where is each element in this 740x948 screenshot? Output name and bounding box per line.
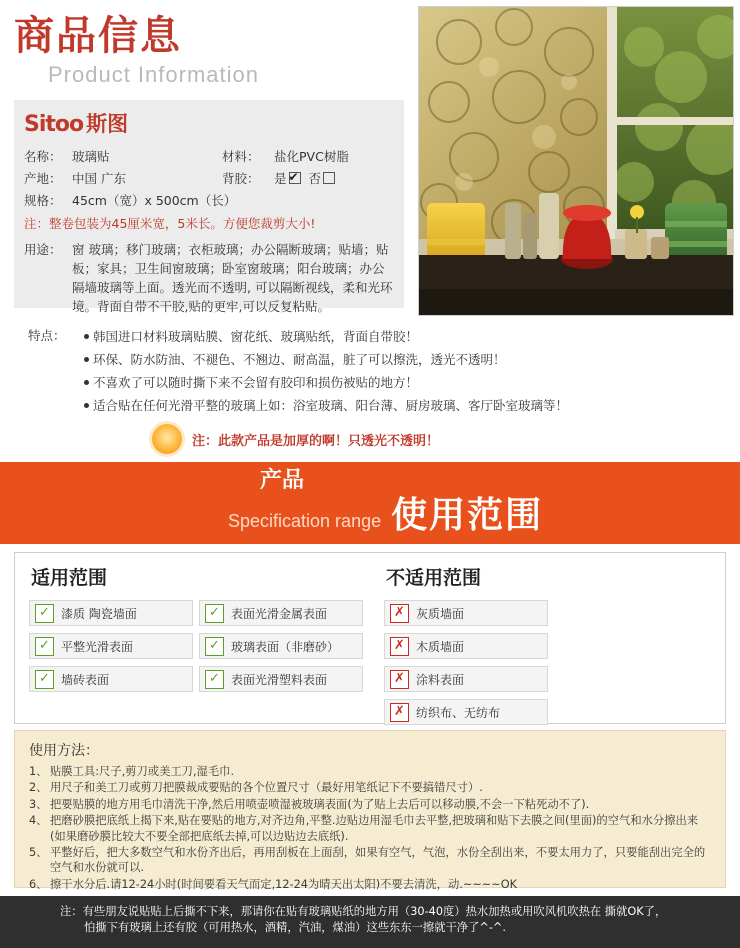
usage-method-item bbox=[29, 797, 711, 812]
spec-row-size bbox=[24, 190, 394, 212]
check-icon: ✓ bbox=[205, 604, 224, 623]
spec-value-size: 45cm（宽）x 500cm（长） bbox=[72, 193, 237, 208]
cross-icon: ✗ bbox=[390, 604, 409, 623]
bottom-note-line2: 怕撕下有玻璃上还有胶（可用热水，酒精，汽油，煤油）这些东东一擦就干净了^-^. bbox=[84, 921, 506, 934]
suitable-chip-label: 玻璃表面（非磨砂） bbox=[231, 639, 340, 654]
spec-label-size: 规格： bbox=[24, 193, 62, 208]
usage-method-number: 2、 bbox=[29, 781, 48, 795]
cross-icon: ✗ bbox=[390, 637, 409, 656]
unsuitable-chip-label: 涂料表面 bbox=[416, 672, 465, 687]
bullet-dot-icon bbox=[84, 380, 89, 385]
feature-item-text: 环保、防水防油、不褪色、不翘边、耐高温，脏了可以擦洗，透光不透明！ bbox=[93, 352, 506, 367]
suitable-chip bbox=[199, 666, 363, 692]
cross-icon: ✗ bbox=[390, 703, 409, 722]
usage-method-text: 把要贴膜的地方用毛巾清洗干净,然后用喷壶喷湿被玻璃表面(为了贴上去后可以移动膜,不会一下粘死动不了). bbox=[50, 797, 590, 811]
product-spec-panel bbox=[14, 100, 404, 314]
suitable-chip-label: 表面光滑塑料表面 bbox=[231, 672, 328, 687]
feature-item-text: 适合贴在任何光滑平整的玻璃上如：浴室玻璃、阳台薄、厨房玻璃、客厅卧室玻璃等！ bbox=[93, 398, 569, 413]
page-title-cn: 商品信息 bbox=[14, 13, 182, 59]
usage-method-number: 1、 bbox=[29, 765, 48, 778]
usage-method-number: 5、 bbox=[29, 846, 48, 860]
feature-item bbox=[84, 372, 718, 394]
spec-label-origin: 产地： bbox=[24, 171, 62, 186]
feature-item-text: 韩国进口材料玻璃贴膜、窗花纸、玻璃贴纸，背面自带胶！ bbox=[93, 329, 419, 344]
brand-logo bbox=[24, 108, 394, 138]
unsuitable-chip bbox=[384, 699, 548, 725]
feature-item bbox=[84, 326, 718, 348]
check-icon: ✓ bbox=[205, 637, 224, 656]
feature-list-section bbox=[28, 326, 718, 418]
suitable-chip bbox=[29, 600, 193, 626]
unsuitable-chip-label: 灰质墙面 bbox=[416, 606, 465, 621]
brand-name-cn: 斯图 bbox=[86, 112, 129, 136]
product-info-section bbox=[0, 0, 740, 462]
banner-en-text: Specification range bbox=[228, 511, 382, 531]
usage-label: 用途： bbox=[24, 242, 62, 257]
usage-method-number: 3、 bbox=[29, 797, 48, 811]
usage-method-text: 贴膜工具:尺子,剪刀或美工刀,湿毛巾. bbox=[50, 765, 235, 778]
sun-icon bbox=[152, 424, 182, 454]
usage-method-list bbox=[29, 764, 711, 892]
thickness-note bbox=[152, 424, 439, 454]
page-title bbox=[14, 12, 259, 88]
glue-no-label: 否 bbox=[308, 171, 322, 186]
usage-method-item bbox=[29, 813, 711, 844]
usage-method-box bbox=[14, 730, 726, 891]
feature-item bbox=[84, 395, 718, 417]
feature-item bbox=[84, 349, 718, 371]
unsuitable-chip bbox=[384, 600, 548, 626]
suitable-chip bbox=[199, 633, 363, 659]
bullet-dot-icon bbox=[84, 403, 89, 408]
glue-yes-label: 是 bbox=[274, 171, 287, 186]
check-icon: ✓ bbox=[35, 637, 54, 656]
check-icon: ✓ bbox=[205, 670, 224, 689]
usage-method-title: 使用方法： bbox=[29, 743, 99, 759]
brand-name-latin: Sitoo bbox=[24, 112, 84, 137]
spec-label-material: 材料： bbox=[222, 149, 260, 164]
usage-method-text: 平整好后，把大多数空气和水份齐出后，再用刮板在上面刮，如果有空气，气泡，水份全刮出来，不要太用力了，只要能刮出完全的空气和水份就可以. bbox=[50, 846, 706, 875]
spec-value-origin: 中国 广东 bbox=[72, 171, 126, 186]
usage-method-item bbox=[29, 764, 711, 779]
usage-row bbox=[24, 240, 394, 316]
suitable-chip bbox=[29, 666, 193, 692]
product-photo-image bbox=[419, 7, 733, 315]
unsuitable-range-title: 不适用范围 bbox=[386, 567, 482, 589]
suitable-chip bbox=[29, 633, 193, 659]
usage-method-number: 6、 bbox=[29, 877, 48, 891]
usage-method-text: 用尺子和美工刀或剪刀把膜裁成要贴的各个位置尺寸（最好用笔纸记下不要搞错尺寸）. bbox=[50, 781, 483, 795]
application-range-box bbox=[14, 552, 726, 724]
feature-list bbox=[84, 326, 718, 417]
thickness-note-text: 注：此款产品是加厚的啊！只透光不透明！ bbox=[192, 433, 440, 449]
page-title-en: Product Information bbox=[48, 62, 259, 87]
packaging-note: 注：整卷包装为45厘米宽，5米长。方便您裁剪大小! bbox=[24, 216, 316, 231]
banner-line2 bbox=[228, 494, 543, 543]
spec-label-name: 名称： bbox=[24, 149, 62, 164]
usage-text: 窗 玻璃；移门玻璃；衣柜玻璃；办公隔断玻璃；贴墙；贴板；家具；卫生间窗玻璃；卧室窗玻璃；阳台玻璃；办公隔墙玻璃等上面。透光而不透明, 可以隔断视线，柔和光环境。背面自带不干胶,贴的更牢,可以反复粘贴。 bbox=[72, 242, 393, 314]
specification-range-banner bbox=[0, 462, 740, 544]
usage-method-text: 把磨砂膜把底纸上揭下来,贴在要贴的地方,对齐边角,平整.边贴边用湿毛巾去平整,把玻璃和贴下去膜之间(里面)的空气和水分擦出来(如果磨砂膜比较大不要全部把底纸去掉,可以边贴边去底纸). bbox=[50, 814, 699, 843]
bottom-note-line1: 注：有些朋友说贴贴上后撕不下来，那请你在贴有玻璃贴纸的地方用（30-40度）热水加热或用吹风机吹热在 撕就OK了， bbox=[60, 905, 667, 918]
product-photo bbox=[418, 6, 734, 316]
unsuitable-chip-label: 木质墙面 bbox=[416, 639, 465, 654]
bullet-dot-icon bbox=[84, 334, 89, 339]
suitable-chip-label: 漆质 陶瓷墙面 bbox=[61, 606, 137, 621]
feature-item-text: 不喜欢了可以随时撕下来不会留有胶印和损伤被贴的地方！ bbox=[93, 375, 419, 390]
banner-cn-text: 使用范围 bbox=[391, 495, 544, 536]
spec-row-origin bbox=[24, 168, 394, 190]
spec-row-name bbox=[24, 146, 394, 168]
bottom-warning-note bbox=[0, 896, 740, 948]
usage-method-number: 4、 bbox=[29, 814, 48, 828]
check-icon: ✓ bbox=[35, 670, 54, 689]
banner-line1: 产品 bbox=[260, 468, 305, 493]
spec-label-glue: 背胶： bbox=[222, 171, 260, 186]
glue-yes-checkbox[interactable] bbox=[289, 172, 301, 184]
spec-value-material: 盐化PVC树脂 bbox=[274, 149, 349, 164]
spec-value-name: 玻璃贴 bbox=[72, 149, 110, 164]
suitable-chip-label: 墙砖表面 bbox=[61, 672, 110, 687]
spec-value-glue bbox=[274, 168, 394, 190]
usage-method-item bbox=[29, 845, 711, 876]
bullet-dot-icon bbox=[84, 357, 89, 362]
unsuitable-chip bbox=[384, 633, 548, 659]
suitable-range-title: 适用范围 bbox=[31, 567, 108, 589]
usage-method-item bbox=[29, 877, 711, 892]
suitable-chip-label: 表面光滑金属表面 bbox=[231, 606, 328, 621]
usage-method-item bbox=[29, 780, 711, 795]
banner-text-block bbox=[228, 468, 543, 543]
glue-no-checkbox[interactable] bbox=[323, 172, 335, 184]
cross-icon: ✗ bbox=[390, 670, 409, 689]
check-icon: ✓ bbox=[35, 604, 54, 623]
usage-method-text: 擦干水分后.请12-24小时(时间要看天气而定,12-24为晴天出太阳)不要去清洗，动.~~~~OK bbox=[50, 877, 518, 891]
suitable-chip-list bbox=[29, 600, 370, 699]
unsuitable-chip bbox=[384, 666, 548, 692]
feature-list-label: 特点： bbox=[28, 328, 66, 343]
suitable-chip bbox=[199, 600, 363, 626]
unsuitable-chip-label: 纺织布、无纺布 bbox=[416, 705, 501, 720]
suitable-chip-label: 平整光滑表面 bbox=[61, 639, 134, 654]
